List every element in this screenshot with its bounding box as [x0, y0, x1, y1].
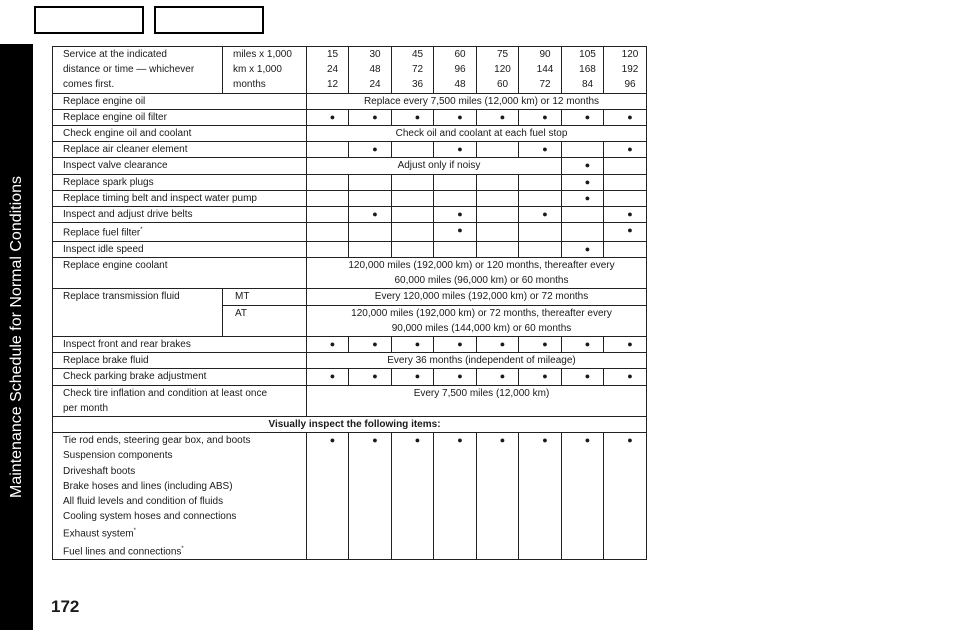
miles-value: 90	[519, 47, 562, 63]
schedule-dot: ●	[519, 433, 562, 560]
miles-value: 60	[434, 47, 477, 63]
months-value: 48	[434, 77, 477, 93]
visual-item: Cooling system hoses and connections	[63, 511, 237, 523]
schedule-cell-empty	[562, 223, 604, 242]
item-label-line: per month	[63, 402, 109, 414]
schedule-cell-empty	[307, 190, 349, 206]
schedule-dot: ●	[519, 207, 562, 223]
schedule-dot: ●	[604, 142, 647, 158]
schedule-cell-empty	[477, 241, 519, 257]
schedule-dot: ●	[562, 336, 604, 352]
item-label: Replace engine oil	[53, 93, 307, 109]
schedule-dot: ●	[519, 336, 562, 352]
km-value: 144	[519, 62, 562, 77]
schedule-dot: ●	[434, 142, 477, 158]
km-value: 48	[349, 62, 392, 77]
schedule-dot: ●	[604, 433, 647, 560]
schedule-cell-empty	[477, 207, 519, 223]
row-air-cleaner	[53, 142, 647, 158]
item-note-line: 120,000 miles (192,000 km) or 72 months, thereafter every	[351, 307, 612, 319]
row-replace-engine-oil	[53, 93, 647, 109]
km-value: 168	[562, 62, 604, 77]
schedule-cell-empty	[392, 142, 434, 158]
schedule-dot: ●	[349, 142, 392, 158]
header-text-2b: whichever	[149, 64, 195, 76]
schedule-cell-empty	[392, 223, 434, 242]
schedule-dot: ●	[604, 336, 647, 352]
row-timing-belt	[53, 190, 647, 206]
schedule-dot: ●	[562, 174, 604, 190]
schedule-cell-empty	[307, 207, 349, 223]
km-value: 120	[477, 62, 519, 77]
row-valve-clearance	[53, 158, 647, 174]
schedule-dot: ●	[477, 369, 519, 385]
visual-item: Suspension components	[63, 450, 173, 462]
schedule-dot: ●	[434, 223, 477, 242]
months-value: 12	[307, 77, 349, 93]
schedule-cell-empty	[349, 174, 392, 190]
item-note: Adjust only if noisy	[307, 158, 562, 174]
row-engine-coolant	[53, 257, 647, 288]
header-tab-box-2	[154, 6, 264, 34]
months-value: 84	[562, 77, 604, 93]
item-note-line: 120,000 miles (192,000 km) or 120 months, thereafter every	[348, 259, 615, 271]
schedule-cell-empty	[392, 241, 434, 257]
miles-value: 120	[604, 47, 647, 63]
row-fuel-filter	[53, 223, 647, 242]
item-note: Replace every 7,500 miles (12,000 km) or 12 months	[307, 93, 647, 109]
schedule-dot: ●	[392, 369, 434, 385]
sidebar-title: Maintenance Schedule for Normal Conditions	[7, 176, 25, 498]
schedule-dot: ●	[562, 369, 604, 385]
schedule-dot: ●	[349, 336, 392, 352]
row-brake-fluid	[53, 353, 647, 369]
schedule-cell-empty	[477, 142, 519, 158]
item-label: Replace air cleaner element	[53, 142, 307, 158]
row-tire-inflation	[53, 385, 647, 416]
schedule-dot: ●	[604, 207, 647, 223]
schedule-cell-empty	[519, 174, 562, 190]
visual-item: Brake hoses and lines (including ABS)	[63, 480, 233, 492]
row-trans-mt	[53, 289, 647, 305]
months-value: 72	[519, 77, 562, 93]
schedule-cell-empty	[434, 174, 477, 190]
visual-item: Tie rod ends, steering gear box, and boots	[63, 435, 251, 447]
schedule-cell-empty	[392, 190, 434, 206]
row-drive-belts	[53, 207, 647, 223]
item-label: Replace engine oil filter	[53, 109, 307, 125]
item-note-line: 60,000 miles (96,000 km) or 60 months	[394, 275, 569, 287]
row-check-oil-coolant	[53, 126, 647, 142]
schedule-dot: ●	[434, 109, 477, 125]
item-label: Check engine oil and coolant	[53, 126, 307, 142]
section-sidebar	[0, 44, 33, 630]
header-row-months	[53, 77, 647, 93]
schedule-dot: ●	[307, 369, 349, 385]
unit-miles: miles x 1,000	[223, 47, 307, 63]
schedule-dot: ●	[604, 369, 647, 385]
row-replace-oil-filter	[53, 109, 647, 125]
schedule-cell-empty	[477, 174, 519, 190]
schedule-cell-empty	[477, 223, 519, 242]
schedule-cell-empty	[307, 241, 349, 257]
item-label: Inspect valve clearance	[53, 158, 307, 174]
item-label: Inspect and adjust drive belts	[53, 207, 307, 223]
item-note: Every 36 months (independent of mileage)	[307, 353, 647, 369]
schedule-dot: ●	[307, 433, 349, 560]
item-label	[53, 385, 307, 416]
km-value: 96	[434, 62, 477, 77]
months-value: 36	[392, 77, 434, 93]
schedule-dot: ●	[349, 109, 392, 125]
row-idle-speed	[53, 241, 647, 257]
schedule-cell-empty	[307, 142, 349, 158]
schedule-dot: ●	[562, 241, 604, 257]
schedule-dot: ●	[349, 433, 392, 560]
schedule-cell-empty	[349, 241, 392, 257]
visual-item: Driveshaft boots	[63, 465, 136, 477]
schedule-dot: ●	[392, 109, 434, 125]
unit-months: months	[223, 77, 307, 93]
item-label-text: Replace fuel filter	[63, 227, 141, 239]
header-row-km	[53, 62, 647, 77]
schedule-dot: ●	[604, 109, 647, 125]
schedule-cell-empty	[349, 190, 392, 206]
row-visual-heading	[53, 417, 647, 433]
row-trans-at	[53, 305, 647, 336]
miles-value: 30	[349, 47, 392, 63]
schedule-dot: ●	[392, 336, 434, 352]
item-note	[307, 257, 647, 288]
header-text-1: Service at the indicated	[53, 47, 223, 63]
schedule-cell-empty	[349, 223, 392, 242]
schedule-dot: ●	[434, 369, 477, 385]
schedule-dot: ●	[434, 207, 477, 223]
item-label: Replace spark plugs	[53, 174, 307, 190]
schedule-dot: ●	[434, 433, 477, 560]
schedule-dot: ●	[519, 369, 562, 385]
item-note	[307, 305, 647, 336]
visual-item	[63, 542, 306, 560]
schedule-cell-empty	[392, 207, 434, 223]
header-dash: —	[136, 64, 147, 76]
header-text-3: comes first.	[53, 77, 223, 93]
miles-value: 105	[562, 47, 604, 63]
schedule-dot: ●	[434, 336, 477, 352]
schedule-cell-empty	[477, 190, 519, 206]
header-row-miles	[53, 47, 647, 63]
row-visual-items	[53, 433, 647, 560]
header-tab-box-1	[34, 6, 144, 34]
visual-item-text: Exhaust system	[63, 528, 134, 540]
item-label: Replace brake fluid	[53, 353, 307, 369]
schedule-cell-empty	[434, 241, 477, 257]
miles-value: 15	[307, 47, 349, 63]
schedule-dot: ●	[349, 207, 392, 223]
visual-item-list	[53, 433, 307, 560]
schedule-dot: ●	[562, 109, 604, 125]
schedule-dot: ●	[392, 433, 434, 560]
item-label-cont	[53, 305, 223, 336]
schedule-cell-empty	[519, 190, 562, 206]
footnote-mark: *	[133, 528, 136, 535]
page-number: 172	[51, 597, 80, 616]
visual-item: All fluid levels and condition of fluids	[63, 496, 224, 508]
schedule-cell-empty	[519, 223, 562, 242]
schedule-cell-empty	[307, 223, 349, 242]
row-spark-plugs	[53, 174, 647, 190]
km-value: 192	[604, 62, 647, 77]
schedule-cell-empty	[434, 190, 477, 206]
item-label: Check parking brake adjustment	[53, 369, 307, 385]
item-label-line: Check tire inflation and condition at least once	[63, 387, 268, 399]
item-label: Inspect front and rear brakes	[53, 336, 307, 352]
trans-mt-label: MT	[223, 289, 307, 305]
schedule-dot: ●	[562, 190, 604, 206]
item-label: Replace timing belt and inspect water pump	[53, 190, 307, 206]
item-note-line: 90,000 miles (144,000 km) or 60 months	[391, 322, 572, 334]
schedule-cell-empty	[392, 174, 434, 190]
schedule-cell-empty	[307, 174, 349, 190]
schedule-dot: ●	[562, 158, 604, 174]
schedule-dot: ●	[519, 109, 562, 125]
item-note: Every 120,000 miles (192,000 km) or 72 months	[307, 289, 647, 305]
visual-item	[63, 524, 306, 542]
row-brakes	[53, 336, 647, 352]
header-text-2	[53, 62, 223, 77]
footnote-mark: *	[140, 227, 143, 234]
schedule-dot: ●	[562, 433, 604, 560]
visual-item-text: Fuel lines and connections	[63, 546, 182, 558]
trans-at-label: AT	[223, 305, 307, 336]
schedule-cell-empty	[604, 190, 647, 206]
schedule-dot: ●	[477, 433, 519, 560]
header-text-2a: distance or time	[63, 64, 134, 76]
item-note: Every 7,500 miles (12,000 km)	[307, 385, 647, 416]
schedule-cell-empty	[604, 174, 647, 190]
schedule-cell-empty	[604, 158, 647, 174]
item-label: Replace transmission fluid	[53, 289, 223, 305]
schedule-dot: ●	[349, 369, 392, 385]
months-value: 24	[349, 77, 392, 93]
schedule-cell-empty	[562, 142, 604, 158]
item-note: Check oil and coolant at each fuel stop	[307, 126, 647, 142]
row-parking-brake	[53, 369, 647, 385]
schedule-cell-empty	[519, 241, 562, 257]
schedule-dot: ●	[307, 109, 349, 125]
schedule-dot: ●	[519, 142, 562, 158]
miles-value: 75	[477, 47, 519, 63]
item-label	[53, 223, 307, 242]
item-label: Inspect idle speed	[53, 241, 307, 257]
footnote-mark: *	[181, 545, 184, 552]
months-value: 60	[477, 77, 519, 93]
schedule-dot: ●	[307, 336, 349, 352]
months-value: 96	[604, 77, 647, 93]
visual-inspect-heading: Visually inspect the following items:	[53, 417, 647, 433]
schedule-dot: ●	[477, 109, 519, 125]
km-value: 24	[307, 62, 349, 77]
schedule-cell-empty	[562, 207, 604, 223]
schedule-dot: ●	[604, 223, 647, 242]
schedule-cell-empty	[604, 241, 647, 257]
schedule-dot: ●	[477, 336, 519, 352]
km-value: 72	[392, 62, 434, 77]
unit-km: km x 1,000	[223, 62, 307, 77]
miles-value: 45	[392, 47, 434, 63]
item-label: Replace engine coolant	[53, 257, 307, 288]
maintenance-schedule-table	[52, 46, 647, 560]
